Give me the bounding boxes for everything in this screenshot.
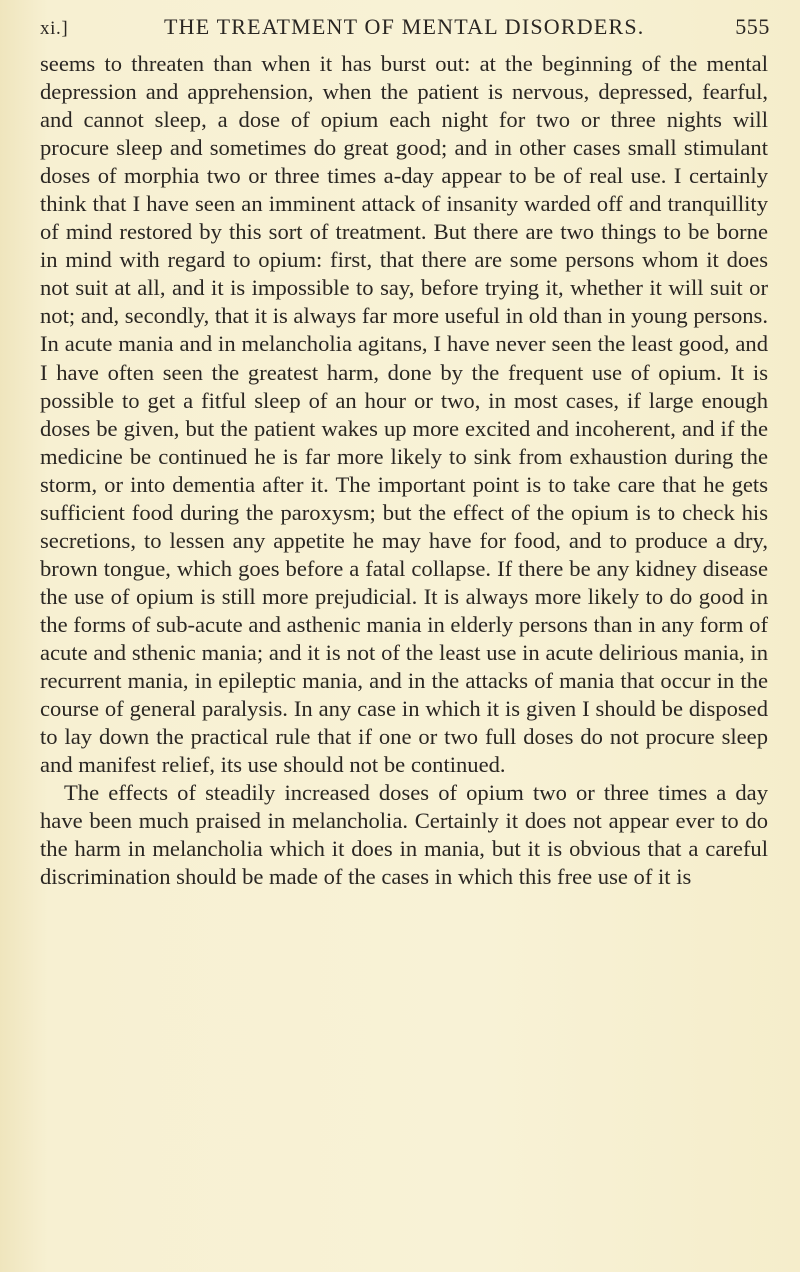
paragraph-opium-melancholia: The effects of steadily increased doses of opium two or three times a day have been much praised in melancholia. Certainly it does not appear ever to do the harm in melancholia which it does in mania, but it is obvious that a careful discrimination should be made of the cases in which this free use of it is [40,780,768,890]
running-head [40,14,770,46]
body-text [40,50,768,891]
paragraph-continued: seems to threaten than when it has burst out: at the beginning of the mental depression and apprehension, when the patient is nervous, depressed, fearful, and cannot sleep, a dose of opium each night for two or three nights will procure sleep and sometimes do great good; and in other cases small stimulant doses of morphia two or three times a-day appear to be of real use. I certainly think that I have seen an imminent attack of insanity warded off and tranquillity of mind restored by this sort of treatment. But there are two things to be borne in mind with regard to opium: first, that there are some persons whom it does not suit at all, and it is impossible to say, before trying it, whether it will suit or not; and, secondly, that it is always far more useful in old than in young persons. In acute mania and in melancholia agitans, I have never seen the least good, and I have often seen the greatest harm, done by the frequent use of opium. It is possible to get a fitful sleep of an hour or two, in most cases, if large enough doses be given, but the patient wakes up more excited and incoherent, and if the medicine be continued he is far more likely to sink from exhaustion during the storm, or into dementia after it. The important point is to take care that he gets sufficient food during the paroxysm; but the effect of the opium is to check his secretions, to lessen any appetite he may have for food, and to produce a dry, brown tongue, which goes before a fatal collapse. If there be any kidney disease the use of opium is still more prejudicial. It is always more likely to do good in the forms of sub-acute and asthenic mania in elderly persons than in any form of acute and sthenic mania; and it is not of the least use in acute delirious mania, in recurrent mania, in epileptic mania, and in the attacks of mania that occur in the course of general paralysis. In any case in which it is given I should be disposed to lay down the practical rule that if one or two full doses do not procure sleep and manifest relief, its use should not be continued. [40,51,768,778]
page-number: 555 [735,14,770,39]
running-title: THE TREATMENT OF MENTAL DISORDERS. [164,14,645,39]
chapter-marker: xi.] [40,18,69,39]
